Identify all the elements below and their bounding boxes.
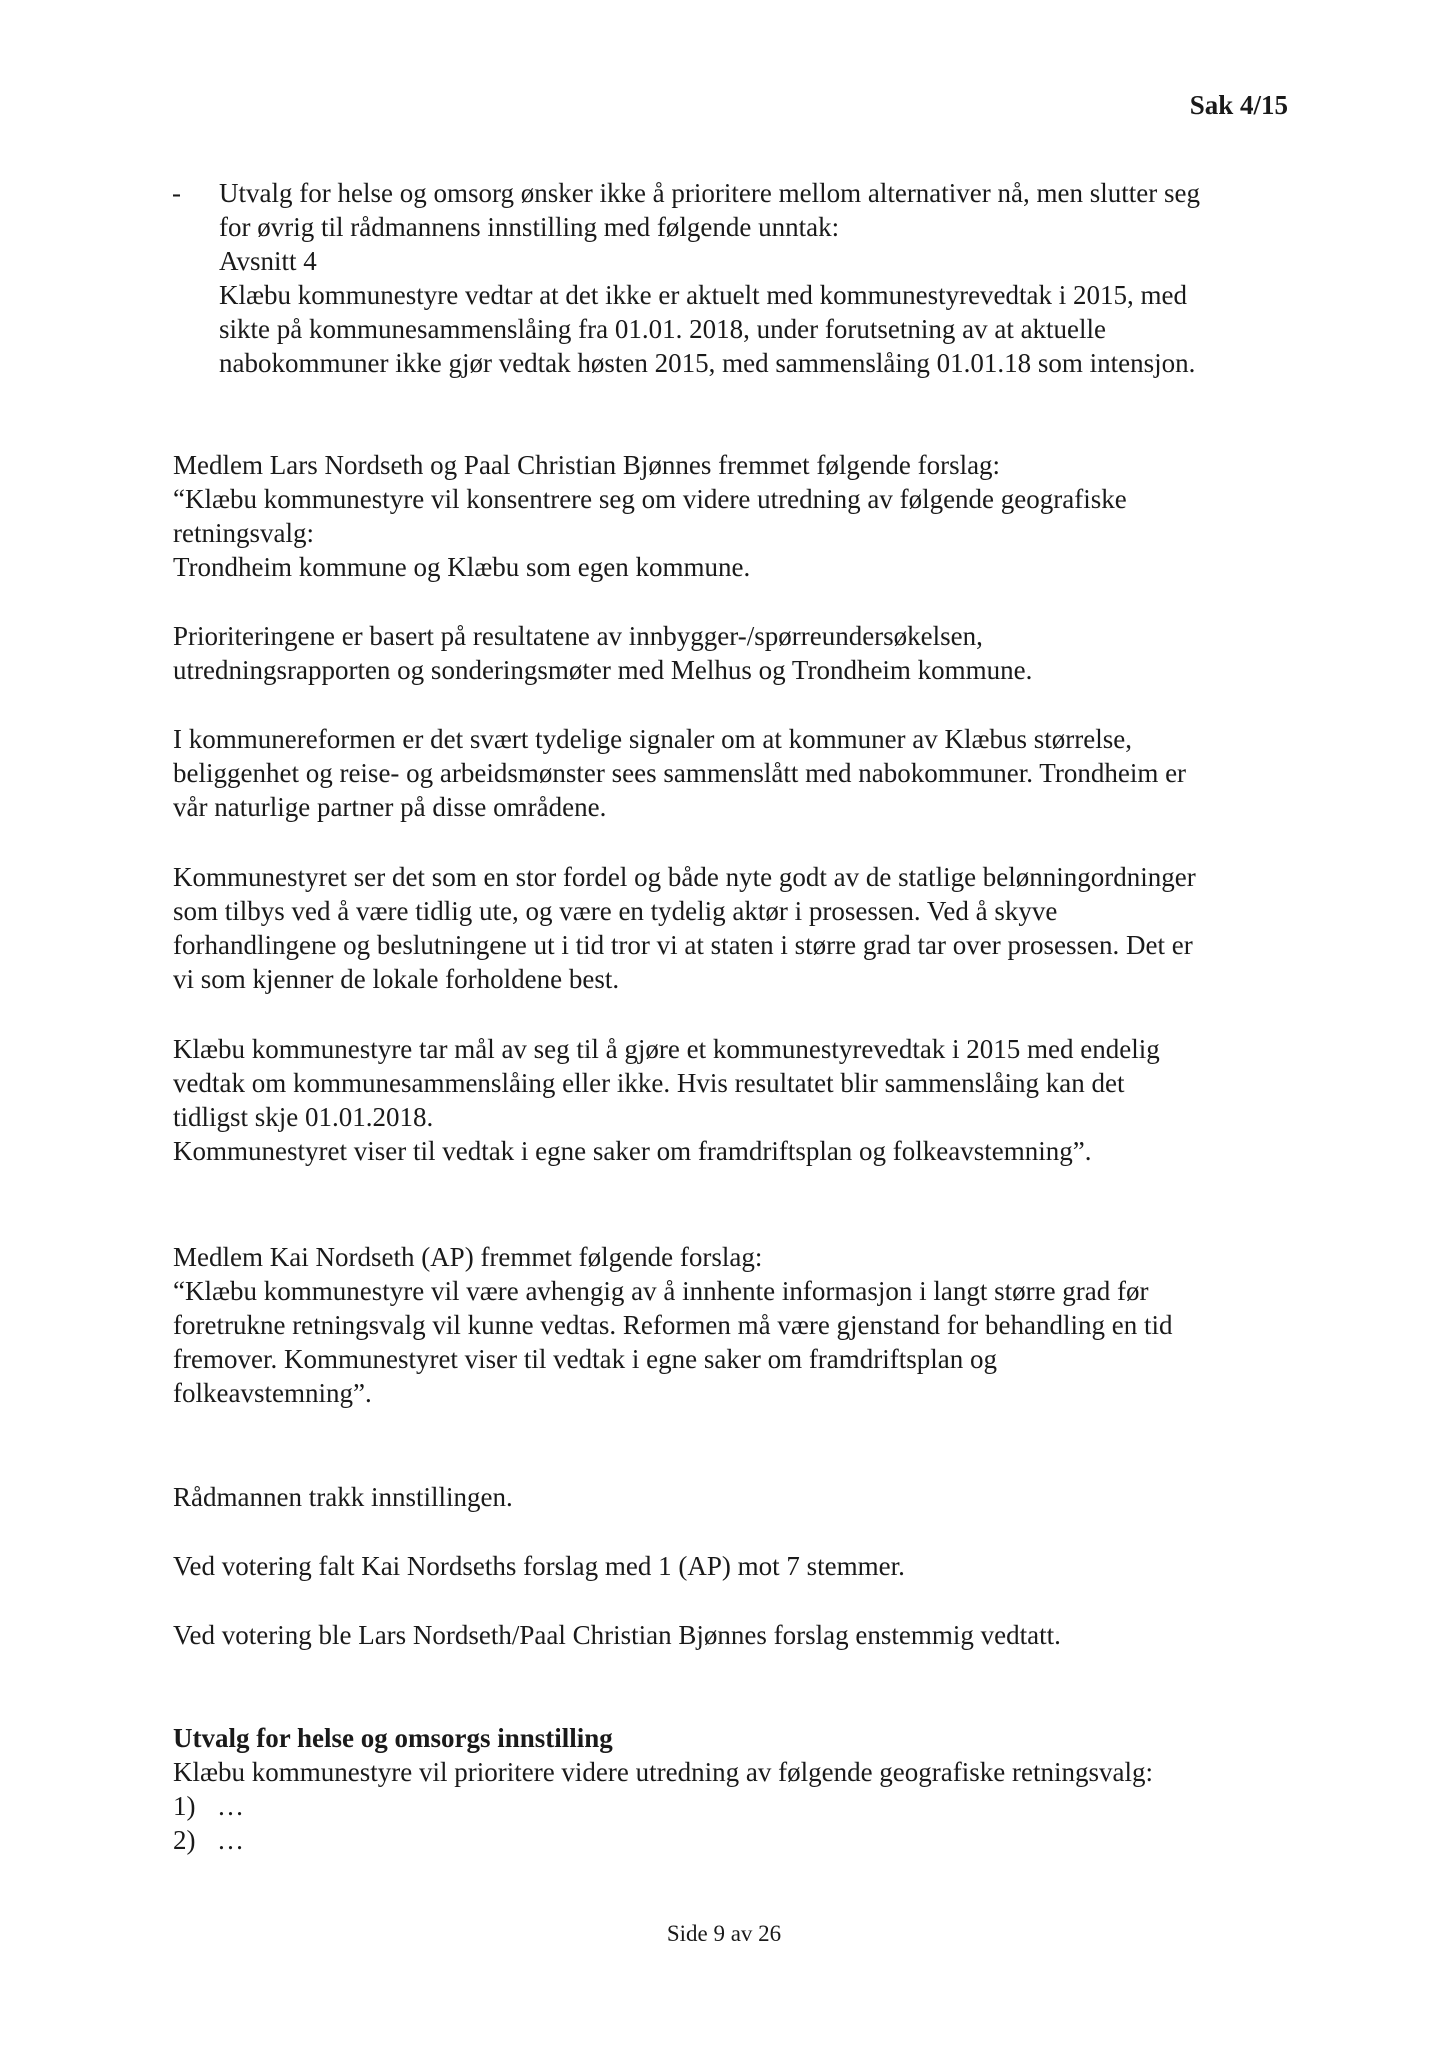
text-line: forhandlingene og beslutningene ut i tid tror vi at staten i større grad tar over prosessen. Det er: [173, 930, 1193, 960]
text-line: Trondheim kommune og Klæbu som egen kommune.: [173, 552, 751, 582]
text-line: “Klæbu kommunestyre vil konsentrere seg om videre utredning av følgende geografiske: [173, 484, 1127, 514]
text-line: tidligst skje 01.01.2018.: [173, 1102, 434, 1132]
text-line: Medlem Kai Nordseth (AP) fremmet følgende forslag:: [173, 1242, 763, 1272]
text-line: I kommunereformen er det svært tydelige signaler om at kommuner av Klæbus størrelse,: [173, 724, 1133, 754]
text-line: Kommunestyret ser det som en stor fordel og både nyte godt av de statlige belønningordninger: [173, 862, 1196, 892]
text-line: utredningsrapporten og sonderingsmøter med Melhus og Trondheim kommune.: [173, 655, 1033, 685]
withdrawn-statement: [173, 1480, 1303, 1514]
text-line: folkeavstemning”.: [173, 1378, 372, 1408]
text-line: fremover. Kommunestyret viser til vedtak i egne saker om framdriftsplan og: [173, 1344, 998, 1374]
section-heading: Utvalg for helse og omsorgs innstilling: [173, 1723, 613, 1753]
list-number: 2): [173, 1825, 196, 1855]
text-line: Klæbu kommunestyre tar mål av seg til å gjøre et kommunestyrevedtak i 2015 med endelig: [173, 1034, 1160, 1064]
list-item: [173, 1789, 1303, 1823]
text-line: sikte på kommunesammenslåing fra 01.01. 2018, under forutsetning av at aktuelle: [219, 314, 1107, 344]
text-line: Klæbu kommunestyre vil prioritere videre utredning av følgende geografiske retningsvalg:: [173, 1757, 1153, 1787]
page-number: Side 9 av 26: [666, 1921, 782, 1946]
text-line: Ved votering ble Lars Nordseth/Paal Christian Bjønnes forslag enstemmig vedtatt.: [173, 1620, 1061, 1650]
text-line: Kommunestyret viser til vedtak i egne saker om framdriftsplan og folkeavstemning”.: [173, 1136, 1092, 1166]
list-text: …: [217, 1825, 244, 1855]
text-line: beliggenhet og reise- og arbeidsmønster sees sammenslått med nabokommuner. Trondheim er: [173, 758, 1187, 788]
list-item: [173, 1823, 1303, 1857]
text-line: vi som kjenner de lokale forholdene best.: [173, 964, 620, 994]
text-line: retningsvalg:: [173, 518, 314, 548]
committee-recommendation: [173, 1721, 1303, 1857]
text-line: foretrukne retningsvalg vil kunne vedtas. Reformen må være gjenstand for behandling en tid: [173, 1310, 1173, 1340]
text-line: Rådmannen trakk innstillingen.: [173, 1482, 513, 1512]
text-line: Avsnitt 4: [219, 246, 317, 276]
paragraph-decision-timeline: [173, 1032, 1303, 1168]
text-line: Prioriteringene er basert på resultatene av innbygger-/spørreundersøkelsen,: [173, 621, 983, 651]
text-line: Ved votering falt Kai Nordseths forslag med 1 (AP) mot 7 stemmer.: [173, 1551, 905, 1581]
text-line: vår naturlige partner på disse områdene.: [173, 792, 607, 822]
bullet-content: [219, 176, 1303, 380]
proposal-nordseth-bjonnes: [173, 448, 1303, 584]
case-number: Sak 4/15: [1189, 90, 1288, 120]
text-line: Utvalg for helse og omsorg ønsker ikke å prioritere mellom alternativer nå, men slutter seg: [219, 178, 1200, 208]
text-line: nabokommuner ikke gjør vedtak høsten 2015, med sammenslåing 01.01.18 som intensjon.: [219, 348, 1196, 378]
text-line: vedtak om kommunesammenslåing eller ikke. Hvis resultatet blir sammenslåing kan det: [173, 1068, 1125, 1098]
text-line: Klæbu kommunestyre vedtar at det ikke er aktuelt med kommunestyrevedtak i 2015, med: [219, 280, 1188, 310]
proposal-kai-nordseth: [173, 1240, 1303, 1410]
vote-result-2: [173, 1618, 1303, 1652]
bullet-dash: -: [172, 178, 181, 208]
text-line: som tilbys ved å være tidlig ute, og være en tydelig aktør i prosessen. Ved å skyve: [173, 896, 1058, 926]
committee-amendment: [173, 176, 1303, 380]
paragraph-priorities: [173, 619, 1303, 687]
paragraph-reform-signals: [173, 722, 1303, 824]
vote-result-1: [173, 1549, 1303, 1583]
list-text: …: [217, 1791, 244, 1821]
text-line: Medlem Lars Nordseth og Paal Christian Bjønnes fremmet følgende forslag:: [173, 450, 1001, 480]
list-number: 1): [173, 1791, 196, 1821]
text-line: for øvrig til rådmannens innstilling med følgende unntak:: [219, 212, 840, 242]
paragraph-advantages: [173, 860, 1303, 996]
text-line: “Klæbu kommunestyre vil være avhengig av å innhente informasjon i langt større grad før: [173, 1276, 1149, 1306]
